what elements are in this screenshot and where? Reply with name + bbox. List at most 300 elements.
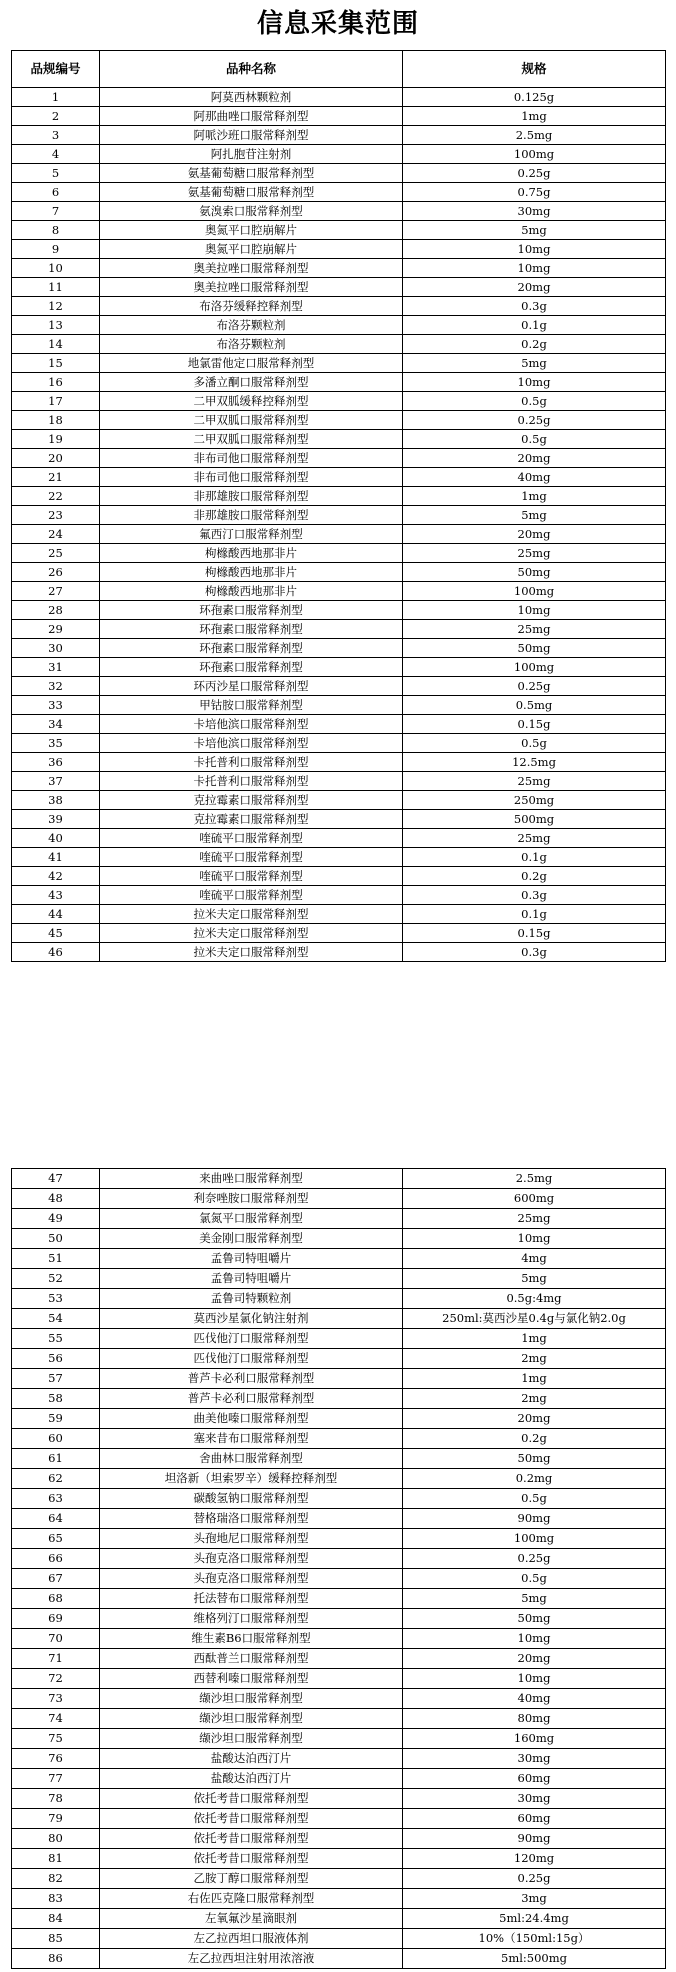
cell-id: 60 <box>12 1429 100 1449</box>
cell-spec: 160mg <box>403 1729 666 1749</box>
cell-spec: 0.25g <box>403 411 666 430</box>
cell-spec: 5mg <box>403 354 666 373</box>
cell-name: 阿扎胞苷注射剂 <box>100 145 403 164</box>
cell-name: 布洛芬缓释控释剂型 <box>100 297 403 316</box>
cell-id: 80 <box>12 1829 100 1849</box>
cell-id: 73 <box>12 1689 100 1709</box>
cell-id: 72 <box>12 1669 100 1689</box>
table-row <box>12 1229 666 1249</box>
cell-spec: 25mg <box>403 544 666 563</box>
cell-id: 81 <box>12 1849 100 1869</box>
cell-name: 枸橼酸西地那非片 <box>100 563 403 582</box>
cell-id: 74 <box>12 1709 100 1729</box>
table-row <box>12 639 666 658</box>
cell-name: 氟西汀口服常释剂型 <box>100 525 403 544</box>
cell-name: 依托考昔口服常释剂型 <box>100 1849 403 1869</box>
cell-name: 非那雄胺口服常释剂型 <box>100 506 403 525</box>
cell-id: 25 <box>12 544 100 563</box>
cell-id: 8 <box>12 221 100 240</box>
table-row <box>12 1449 666 1469</box>
cell-id: 57 <box>12 1369 100 1389</box>
cell-spec: 0.5g <box>403 392 666 411</box>
cell-id: 28 <box>12 601 100 620</box>
table-row <box>12 1629 666 1649</box>
cell-name: 环孢素口服常释剂型 <box>100 601 403 620</box>
table-row <box>12 601 666 620</box>
cell-id: 51 <box>12 1249 100 1269</box>
cell-spec: 0.1g <box>403 316 666 335</box>
cell-spec: 12.5mg <box>403 753 666 772</box>
cell-id: 62 <box>12 1469 100 1489</box>
table-row <box>12 240 666 259</box>
cell-id: 59 <box>12 1409 100 1429</box>
cell-id: 55 <box>12 1329 100 1349</box>
cell-spec: 60mg <box>403 1769 666 1789</box>
cell-name: 头孢地尼口服常释剂型 <box>100 1529 403 1549</box>
cell-id: 15 <box>12 354 100 373</box>
cell-spec: 1mg <box>403 1329 666 1349</box>
cell-name: 坦洛新（坦索罗辛）缓释控释剂型 <box>100 1469 403 1489</box>
cell-spec: 10mg <box>403 1229 666 1249</box>
cell-spec: 1mg <box>403 487 666 506</box>
cell-id: 38 <box>12 791 100 810</box>
cell-id: 27 <box>12 582 100 601</box>
cell-spec: 60mg <box>403 1809 666 1829</box>
table-row <box>12 335 666 354</box>
cell-name: 托法替布口服常释剂型 <box>100 1589 403 1609</box>
cell-name: 依托考昔口服常释剂型 <box>100 1809 403 1829</box>
cell-spec: 50mg <box>403 1609 666 1629</box>
cell-spec: 0.1g <box>403 848 666 867</box>
table-row <box>12 753 666 772</box>
table-header-row <box>12 51 666 88</box>
cell-spec: 0.25g <box>403 1549 666 1569</box>
cell-spec: 500mg <box>403 810 666 829</box>
table-row <box>12 107 666 126</box>
table-row <box>12 1329 666 1349</box>
cell-id: 77 <box>12 1769 100 1789</box>
cell-spec: 120mg <box>403 1849 666 1869</box>
cell-name: 喹硫平口服常释剂型 <box>100 848 403 867</box>
cell-id: 56 <box>12 1349 100 1369</box>
cell-spec: 100mg <box>403 582 666 601</box>
cell-id: 71 <box>12 1649 100 1669</box>
cell-name: 奥氮平口腔崩解片 <box>100 240 403 259</box>
table-row <box>12 164 666 183</box>
cell-spec: 0.5g <box>403 1569 666 1589</box>
table-row <box>12 259 666 278</box>
cell-id: 76 <box>12 1749 100 1769</box>
cell-id: 2 <box>12 107 100 126</box>
cell-id: 24 <box>12 525 100 544</box>
cell-spec: 0.15g <box>403 924 666 943</box>
cell-spec: 2.5mg <box>403 126 666 145</box>
cell-name: 普芦卡必利口服常释剂型 <box>100 1389 403 1409</box>
cell-name: 拉米夫定口服常释剂型 <box>100 905 403 924</box>
page-title: 信息采集范围 <box>256 9 419 39</box>
cell-name: 拉米夫定口服常释剂型 <box>100 943 403 962</box>
cell-name: 甲钴胺口服常释剂型 <box>100 696 403 715</box>
cell-spec: 10%（150ml:15g） <box>403 1929 666 1949</box>
cell-name: 枸橼酸西地那非片 <box>100 582 403 601</box>
drug-table-part2 <box>11 1168 666 1969</box>
cell-spec: 5mg <box>403 506 666 525</box>
table-row <box>12 886 666 905</box>
table-row <box>12 563 666 582</box>
cell-id: 37 <box>12 772 100 791</box>
table-row <box>12 658 666 677</box>
table-row <box>12 1609 666 1629</box>
table-row <box>12 354 666 373</box>
table-row <box>12 1469 666 1489</box>
cell-id: 35 <box>12 734 100 753</box>
cell-spec: 100mg <box>403 1529 666 1549</box>
cell-name: 利奈唑胺口服常释剂型 <box>100 1189 403 1209</box>
cell-id: 43 <box>12 886 100 905</box>
cell-name: 孟鲁司特咀嚼片 <box>100 1269 403 1289</box>
cell-id: 31 <box>12 658 100 677</box>
cell-spec: 40mg <box>403 1689 666 1709</box>
cell-name: 缬沙坦口服常释剂型 <box>100 1709 403 1729</box>
cell-name: 匹伐他汀口服常释剂型 <box>100 1349 403 1369</box>
table-row <box>12 1589 666 1609</box>
cell-spec: 30mg <box>403 1789 666 1809</box>
drug-table-part1 <box>11 50 666 962</box>
cell-name: 拉米夫定口服常释剂型 <box>100 924 403 943</box>
cell-id: 17 <box>12 392 100 411</box>
cell-name: 缬沙坦口服常释剂型 <box>100 1729 403 1749</box>
cell-spec: 0.5g <box>403 1489 666 1509</box>
table-row <box>12 810 666 829</box>
table-row <box>12 734 666 753</box>
table-row <box>12 1369 666 1389</box>
cell-id: 7 <box>12 202 100 221</box>
cell-name: 依托考昔口服常释剂型 <box>100 1829 403 1849</box>
cell-name: 二甲双胍缓释控释剂型 <box>100 392 403 411</box>
table-row <box>12 1209 666 1229</box>
cell-spec: 250ml:莫西沙星0.4g与氯化钠2.0g <box>403 1309 666 1329</box>
cell-id: 1 <box>12 88 100 107</box>
cell-id: 34 <box>12 715 100 734</box>
cell-name: 孟鲁司特颗粒剂 <box>100 1289 403 1309</box>
cell-spec: 0.75g <box>403 183 666 202</box>
cell-spec: 25mg <box>403 829 666 848</box>
cell-id: 54 <box>12 1309 100 1329</box>
table-row <box>12 1529 666 1549</box>
cell-id: 63 <box>12 1489 100 1509</box>
cell-id: 47 <box>12 1169 100 1189</box>
table-row <box>12 487 666 506</box>
table-row <box>12 449 666 468</box>
cell-id: 49 <box>12 1209 100 1229</box>
table-row <box>12 905 666 924</box>
table-row <box>12 1889 666 1909</box>
cell-id: 53 <box>12 1289 100 1309</box>
cell-id: 6 <box>12 183 100 202</box>
table-row <box>12 1769 666 1789</box>
table-row <box>12 772 666 791</box>
cell-name: 氨基葡萄糖口服常释剂型 <box>100 183 403 202</box>
table-row <box>12 126 666 145</box>
cell-id: 66 <box>12 1549 100 1569</box>
cell-name: 盐酸达泊西汀片 <box>100 1749 403 1769</box>
cell-id: 85 <box>12 1929 100 1949</box>
table-row <box>12 525 666 544</box>
cell-name: 阿莫西林颗粒剂 <box>100 88 403 107</box>
table-row <box>12 1929 666 1949</box>
cell-id: 14 <box>12 335 100 354</box>
cell-name: 多潘立酮口服常释剂型 <box>100 373 403 392</box>
cell-name: 非布司他口服常释剂型 <box>100 468 403 487</box>
table-row <box>12 1809 666 1829</box>
table-row <box>12 791 666 810</box>
cell-name: 碳酸氢钠口服常释剂型 <box>100 1489 403 1509</box>
cell-spec: 80mg <box>403 1709 666 1729</box>
cell-name: 非布司他口服常释剂型 <box>100 449 403 468</box>
cell-name: 维生素B6口服常释剂型 <box>100 1629 403 1649</box>
table-row <box>12 411 666 430</box>
cell-spec: 1mg <box>403 1369 666 1389</box>
cell-name: 来曲唑口服常释剂型 <box>100 1169 403 1189</box>
cell-spec: 40mg <box>403 468 666 487</box>
cell-name: 喹硫平口服常释剂型 <box>100 867 403 886</box>
cell-name: 卡托普利口服常释剂型 <box>100 753 403 772</box>
table-row <box>12 145 666 164</box>
cell-spec: 0.25g <box>403 1869 666 1889</box>
cell-spec: 1mg <box>403 107 666 126</box>
cell-id: 42 <box>12 867 100 886</box>
table-row <box>12 1829 666 1849</box>
cell-id: 52 <box>12 1269 100 1289</box>
cell-name: 环丙沙星口服常释剂型 <box>100 677 403 696</box>
cell-spec: 50mg <box>403 563 666 582</box>
cell-spec: 0.5g <box>403 734 666 753</box>
cell-spec: 10mg <box>403 259 666 278</box>
cell-name: 头孢克洛口服常释剂型 <box>100 1549 403 1569</box>
cell-id: 30 <box>12 639 100 658</box>
cell-name: 盐酸达泊西汀片 <box>100 1769 403 1789</box>
table-row <box>12 848 666 867</box>
table-row <box>12 1649 666 1669</box>
table-row <box>12 183 666 202</box>
cell-spec: 25mg <box>403 620 666 639</box>
header-name: 品种名称 <box>100 51 403 88</box>
cell-spec: 25mg <box>403 1209 666 1229</box>
table-row <box>12 297 666 316</box>
cell-name: 卡培他滨口服常释剂型 <box>100 715 403 734</box>
table-row <box>12 1509 666 1529</box>
table-row <box>12 829 666 848</box>
table-row <box>12 867 666 886</box>
cell-name: 头孢克洛口服常释剂型 <box>100 1569 403 1589</box>
cell-spec: 2mg <box>403 1349 666 1369</box>
cell-spec: 20mg <box>403 1409 666 1429</box>
cell-id: 10 <box>12 259 100 278</box>
cell-name: 克拉霉素口服常释剂型 <box>100 810 403 829</box>
cell-spec: 3mg <box>403 1889 666 1909</box>
header-spec: 规格 <box>403 51 666 88</box>
cell-spec: 0.1g <box>403 905 666 924</box>
cell-id: 21 <box>12 468 100 487</box>
cell-name: 塞来昔布口服常释剂型 <box>100 1429 403 1449</box>
cell-id: 22 <box>12 487 100 506</box>
cell-id: 46 <box>12 943 100 962</box>
table-row <box>12 1409 666 1429</box>
cell-name: 环孢素口服常释剂型 <box>100 620 403 639</box>
cell-spec: 10mg <box>403 240 666 259</box>
cell-id: 67 <box>12 1569 100 1589</box>
cell-name: 缬沙坦口服常释剂型 <box>100 1689 403 1709</box>
cell-spec: 0.25g <box>403 164 666 183</box>
cell-spec: 20mg <box>403 449 666 468</box>
cell-spec: 50mg <box>403 639 666 658</box>
table-row <box>12 468 666 487</box>
cell-spec: 90mg <box>403 1509 666 1529</box>
cell-id: 9 <box>12 240 100 259</box>
table-row <box>12 1269 666 1289</box>
cell-spec: 2mg <box>403 1389 666 1409</box>
cell-spec: 2.5mg <box>403 1169 666 1189</box>
cell-id: 70 <box>12 1629 100 1649</box>
cell-id: 41 <box>12 848 100 867</box>
cell-id: 68 <box>12 1589 100 1609</box>
cell-spec: 5mg <box>403 221 666 240</box>
cell-id: 26 <box>12 563 100 582</box>
cell-spec: 250mg <box>403 791 666 810</box>
cell-name: 曲美他嗪口服常释剂型 <box>100 1409 403 1429</box>
cell-id: 29 <box>12 620 100 639</box>
cell-spec: 0.15g <box>403 715 666 734</box>
cell-name: 匹伐他汀口服常释剂型 <box>100 1329 403 1349</box>
cell-name: 环孢素口服常释剂型 <box>100 658 403 677</box>
cell-name: 卡培他滨口服常释剂型 <box>100 734 403 753</box>
cell-spec: 10mg <box>403 1669 666 1689</box>
cell-id: 33 <box>12 696 100 715</box>
cell-id: 23 <box>12 506 100 525</box>
cell-id: 16 <box>12 373 100 392</box>
cell-id: 58 <box>12 1389 100 1409</box>
cell-id: 36 <box>12 753 100 772</box>
cell-name: 布洛芬颗粒剂 <box>100 316 403 335</box>
cell-name: 美金刚口服常释剂型 <box>100 1229 403 1249</box>
cell-id: 82 <box>12 1869 100 1889</box>
cell-spec: 100mg <box>403 658 666 677</box>
table-row <box>12 278 666 297</box>
cell-id: 12 <box>12 297 100 316</box>
cell-id: 13 <box>12 316 100 335</box>
cell-spec: 0.5g:4mg <box>403 1289 666 1309</box>
cell-spec: 0.125g <box>403 88 666 107</box>
table-row <box>12 620 666 639</box>
cell-spec: 0.5g <box>403 430 666 449</box>
table-row <box>12 1429 666 1449</box>
cell-name: 奥美拉唑口服常释剂型 <box>100 259 403 278</box>
table-row <box>12 677 666 696</box>
cell-name: 孟鲁司特咀嚼片 <box>100 1249 403 1269</box>
cell-spec: 25mg <box>403 772 666 791</box>
cell-id: 64 <box>12 1509 100 1529</box>
cell-spec: 0.3g <box>403 943 666 962</box>
table-row <box>12 506 666 525</box>
cell-name: 喹硫平口服常释剂型 <box>100 886 403 905</box>
cell-name: 舍曲林口服常释剂型 <box>100 1449 403 1469</box>
cell-name: 克拉霉素口服常释剂型 <box>100 791 403 810</box>
cell-name: 乙胺丁醇口服常释剂型 <box>100 1869 403 1889</box>
cell-spec: 0.3g <box>403 886 666 905</box>
cell-spec: 100mg <box>403 145 666 164</box>
cell-name: 非那雄胺口服常释剂型 <box>100 487 403 506</box>
table-row <box>12 1249 666 1269</box>
cell-id: 11 <box>12 278 100 297</box>
cell-name: 维格列汀口服常释剂型 <box>100 1609 403 1629</box>
cell-spec: 0.25g <box>403 677 666 696</box>
header-id: 品规编号 <box>12 51 100 88</box>
table-row <box>12 1709 666 1729</box>
cell-name: 喹硫平口服常释剂型 <box>100 829 403 848</box>
cell-id: 75 <box>12 1729 100 1749</box>
cell-spec: 0.2g <box>403 335 666 354</box>
cell-spec: 5mg <box>403 1269 666 1289</box>
cell-id: 65 <box>12 1529 100 1549</box>
table-row <box>12 316 666 335</box>
table-row <box>12 1789 666 1809</box>
cell-name: 西替利嗪口服常释剂型 <box>100 1669 403 1689</box>
cell-spec: 20mg <box>403 525 666 544</box>
cell-id: 19 <box>12 430 100 449</box>
cell-spec: 20mg <box>403 1649 666 1669</box>
cell-name: 布洛芬颗粒剂 <box>100 335 403 354</box>
cell-id: 78 <box>12 1789 100 1809</box>
cell-name: 卡托普利口服常释剂型 <box>100 772 403 791</box>
cell-name: 氨溴索口服常释剂型 <box>100 202 403 221</box>
cell-spec: 50mg <box>403 1449 666 1469</box>
cell-id: 39 <box>12 810 100 829</box>
table-row <box>12 1289 666 1309</box>
cell-spec: 0.2g <box>403 867 666 886</box>
cell-name: 普芦卡必利口服常释剂型 <box>100 1369 403 1389</box>
table-row <box>12 1549 666 1569</box>
table-row <box>12 1169 666 1189</box>
cell-id: 5 <box>12 164 100 183</box>
cell-id: 79 <box>12 1809 100 1829</box>
cell-id: 32 <box>12 677 100 696</box>
cell-spec: 5ml:24.4mg <box>403 1909 666 1929</box>
table-row <box>12 1389 666 1409</box>
table-row <box>12 1729 666 1749</box>
cell-name: 依托考昔口服常释剂型 <box>100 1789 403 1809</box>
cell-spec: 10mg <box>403 601 666 620</box>
cell-name: 二甲双胍口服常释剂型 <box>100 430 403 449</box>
cell-id: 83 <box>12 1889 100 1909</box>
cell-name: 奥氮平口腔崩解片 <box>100 221 403 240</box>
table-row <box>12 582 666 601</box>
table-row <box>12 1689 666 1709</box>
cell-name: 环孢素口服常释剂型 <box>100 639 403 658</box>
cell-name: 阿哌沙班口服常释剂型 <box>100 126 403 145</box>
table-row <box>12 1849 666 1869</box>
cell-spec: 600mg <box>403 1189 666 1209</box>
table-row <box>12 202 666 221</box>
cell-name: 奥美拉唑口服常释剂型 <box>100 278 403 297</box>
table-row <box>12 1189 666 1209</box>
cell-spec: 5mg <box>403 1589 666 1609</box>
cell-spec: 10mg <box>403 1629 666 1649</box>
cell-id: 44 <box>12 905 100 924</box>
cell-spec: 90mg <box>403 1829 666 1849</box>
table-row <box>12 696 666 715</box>
table-row <box>12 88 666 107</box>
cell-spec: 0.3g <box>403 297 666 316</box>
